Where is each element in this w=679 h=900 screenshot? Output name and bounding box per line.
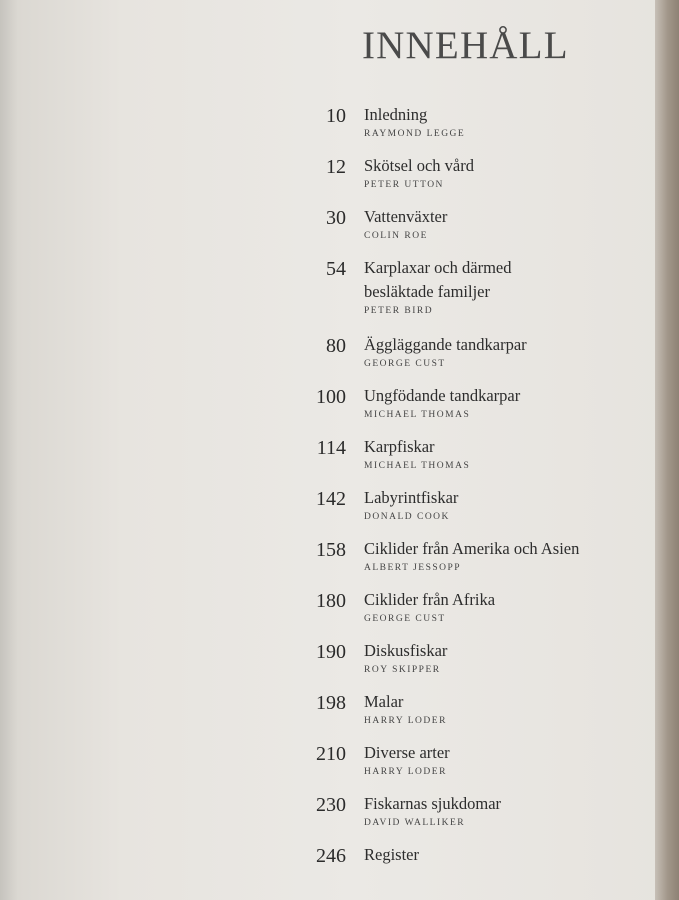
entry-text [364,690,654,728]
page-number: 210 [316,743,346,765]
chapter-title: Labyrintfiskar [364,488,459,507]
toc-entry [300,435,660,486]
page-number: 246 [316,845,346,867]
toc-entry [300,690,660,741]
chapter-title: Diskusfiskar [364,641,448,660]
toc-entry [300,384,660,435]
chapter-title: Inledning [364,105,428,124]
page-number: 142 [316,488,346,510]
chapter-author: GEORGE CUST [364,359,446,369]
toc-entry [300,639,660,690]
chapter-author: MICHAEL THOMAS [364,461,471,471]
toc-entry [300,205,660,256]
page-number: 80 [326,335,346,357]
chapter-title: Ungfödande tandkarpar [364,386,521,405]
chapter-author: DAVID WALLIKER [364,818,466,828]
table-of-contents [300,103,660,894]
page-number: 114 [316,437,346,459]
toc-entry [300,588,660,639]
toc-entry [300,843,660,894]
chapter-title: Fiskarnas sjukdomar [364,794,502,813]
toc-entry [300,741,660,792]
chapter-author: COLIN ROE [364,231,428,241]
entry-text [364,843,654,867]
entry-text [364,537,654,575]
chapter-author: ALBERT JESSOPP [364,563,462,573]
chapter-author: PETER BIRD [364,306,434,316]
toc-entry [300,792,660,843]
chapter-title: Vattenväxter [364,207,448,226]
chapter-title: Diverse arter [364,743,450,762]
chapter-title: Register [364,845,419,864]
page-number: 198 [316,692,346,714]
toc-entry [300,154,660,205]
entry-text [364,792,654,830]
page-title: INNEHÅLL [362,24,569,67]
entry-text [364,333,654,371]
chapter-title: Äggläggande tandkarpar [364,335,527,354]
entry-text [364,103,654,141]
chapter-title: Karpfiskar [364,437,435,456]
toc-entry [300,537,660,588]
page-gutter-shadow [0,0,18,900]
chapter-author: HARRY LODER [364,716,447,726]
page-number: 180 [316,590,346,612]
chapter-author: DONALD COOK [364,512,450,522]
entry-text [364,486,654,524]
toc-entry [300,103,660,154]
entry-text [364,384,654,422]
toc-entry [300,486,660,537]
chapter-author: PETER UTTON [364,180,444,190]
toc-entry [300,333,660,384]
chapter-title: Karplaxar och därmed [364,258,512,277]
chapter-title: Ciklider från Afrika [364,590,496,609]
page-number: 10 [326,105,346,127]
chapter-author: RAYMOND LEGGE [364,129,466,139]
page-number: 190 [316,641,346,663]
entry-text [364,154,654,192]
toc-entry [300,256,660,333]
page-number: 30 [326,207,346,229]
entry-text [364,256,654,318]
entry-text [364,205,654,243]
chapter-author: ROY SKIPPER [364,665,441,675]
page-number: 54 [326,258,346,280]
chapter-author: HARRY LODER [364,767,447,777]
page-number: 100 [316,386,346,408]
page-number: 230 [316,794,346,816]
chapter-title: Skötsel och vård [364,156,474,175]
entry-text [364,588,654,626]
entry-text [364,435,654,473]
chapter-author: GEORGE CUST [364,614,446,624]
chapter-title: Ciklider från Amerika och Asien [364,539,580,558]
page-number: 158 [316,539,346,561]
chapter-title: Malar [364,692,404,711]
entry-text [364,639,654,677]
page-number: 12 [326,156,346,178]
chapter-author: MICHAEL THOMAS [364,410,471,420]
entry-text [364,741,654,779]
chapter-title-continued: besläktade familjer [364,282,490,301]
